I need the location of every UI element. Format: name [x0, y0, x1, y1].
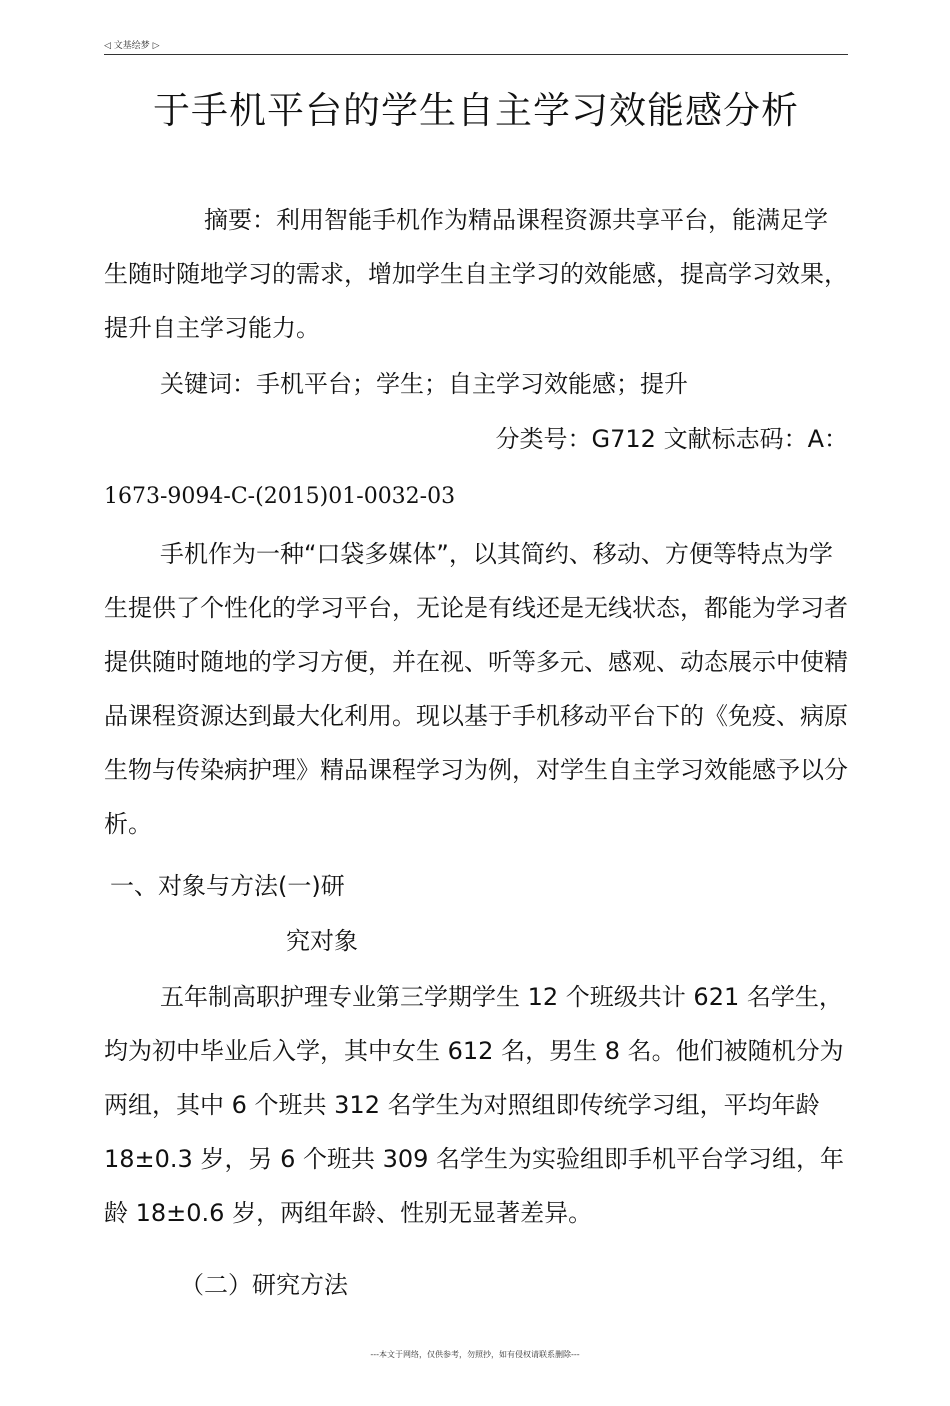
section1-heading: 一、对象与方法(一)研: [110, 872, 345, 900]
section1-subheading: 究对象: [286, 927, 358, 955]
keywords: 关键词：手机平台；学生；自主学习效能感；提升: [160, 370, 688, 398]
section1-body: 五年制高职护理专业第三学期学生 12 个班级共计 621 名学生，均为初中毕业后入学，其中女生 612 名，男生 8 名。他们被随机分为两组，其中 6 个班共 312 名学生为对照组即传统学习组，平均年龄 18±0.3 岁，另 6 个班共 309 名学生为实验组即手机平台学习组，年龄 18±0.6 岁，两组年龄、性别无显著差异。: [104, 983, 845, 1227]
intro-paragraph: 手机作为一种“口袋多媒体”，以其简约、移动、方便等特点为学生提供了个性化的学习平台，无论是有线还是无线状态，都能为学习者提供随时随地的学习方便，并在视、听等多元、感观、动态展示中使精品课程资源达到最大化利用。现以基于手机移动平台下的《免疫、病原生物与传染病护理》精品课程学习为例，对学生自主学习效能感予以分析。: [104, 540, 848, 838]
header-mark: ◁ 文基绘梦 ▷: [104, 41, 160, 51]
header-rule: [104, 54, 848, 55]
classification-number: 分类号：G712 文献标志码：A：: [495, 425, 848, 453]
article-code: 1673-9094-C-(2015)01-0032-03: [104, 484, 456, 509]
section2-heading: （二）研究方法: [180, 1271, 348, 1299]
page-title: 于手机平台的学生自主学习效能感分析: [153, 89, 799, 132]
footer-disclaimer: ---本文于网络，仅供参考，勿照抄，如有侵权请联系删除---: [370, 1350, 580, 1359]
abstract: 摘要：利用智能手机作为精品课程资源共享平台，能满足学生随时随地学习的需求，增加学生自主学习的效能感，提高学习效果，提升自主学习能力。: [104, 206, 848, 342]
